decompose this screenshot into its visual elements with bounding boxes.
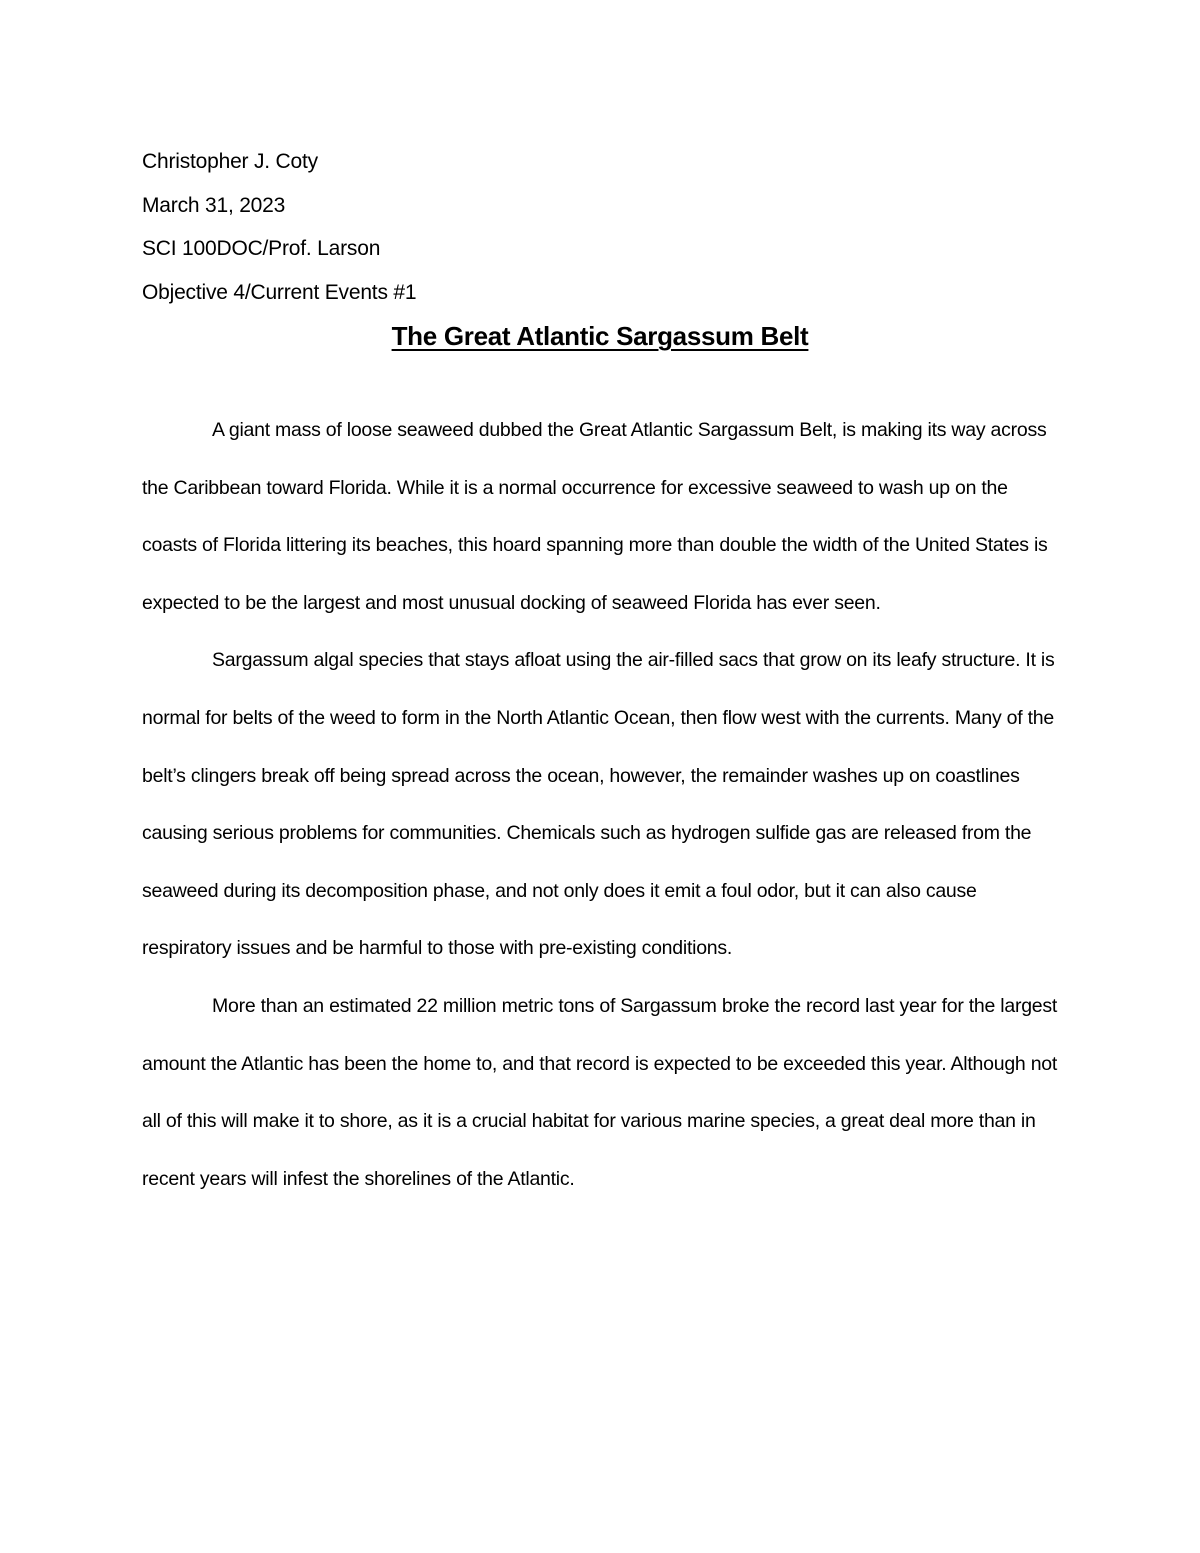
paragraph-1: A giant mass of loose seaweed dubbed the Great Atlantic Sargassum Belt, is making its way across the Caribbean toward Florida. While it is a normal occurrence for excessive seaweed to wash up on the coasts of Florida littering its beaches, this hoard spanning more than double the width of the United States is expected to be the largest and most unusual docking of seaweed Florida has ever seen. xyxy=(142,419,1048,614)
course-info: SCI 100DOC/Prof. Larson xyxy=(142,237,381,260)
document-date: March 31, 2023 xyxy=(142,193,286,217)
document-header xyxy=(142,140,842,314)
document-body xyxy=(142,402,1060,1208)
paragraph-2: Sargassum algal species that stays afloat using the air-filled sacs that grow on its leafy structure. It is normal for belts of the weed to form in the North Atlantic Ocean, then flow west with the currents. Many of the belt’s clingers break off being spread across the ocean, however, the remainder washes up on coastlines causing serious problems for communities. Chemicals such as hydrogen sulfide gas are released from the seaweed during its decomposition phase, and not only does it emit a foul odor, but it can also cause respiratory issues and be harmful to those with pre-existing conditions. xyxy=(142,649,1055,960)
paragraph-3: More than an estimated 22 million metric tons of Sargassum broke the record last year for the largest amount the Atlantic has been the home to, and that record is expected to be exceeded this year. Although not all of this will make it to shore, as it is a crucial habitat for various marine species, a great deal more than in recent years will infest the shorelines of the Atlantic. xyxy=(142,994,1058,1190)
document-title: The Great Atlantic Sargassum Belt xyxy=(391,321,809,351)
author-name: Christopher J. Coty xyxy=(142,150,318,173)
assignment-info: Objective 4/Current Events #1 xyxy=(142,280,417,304)
